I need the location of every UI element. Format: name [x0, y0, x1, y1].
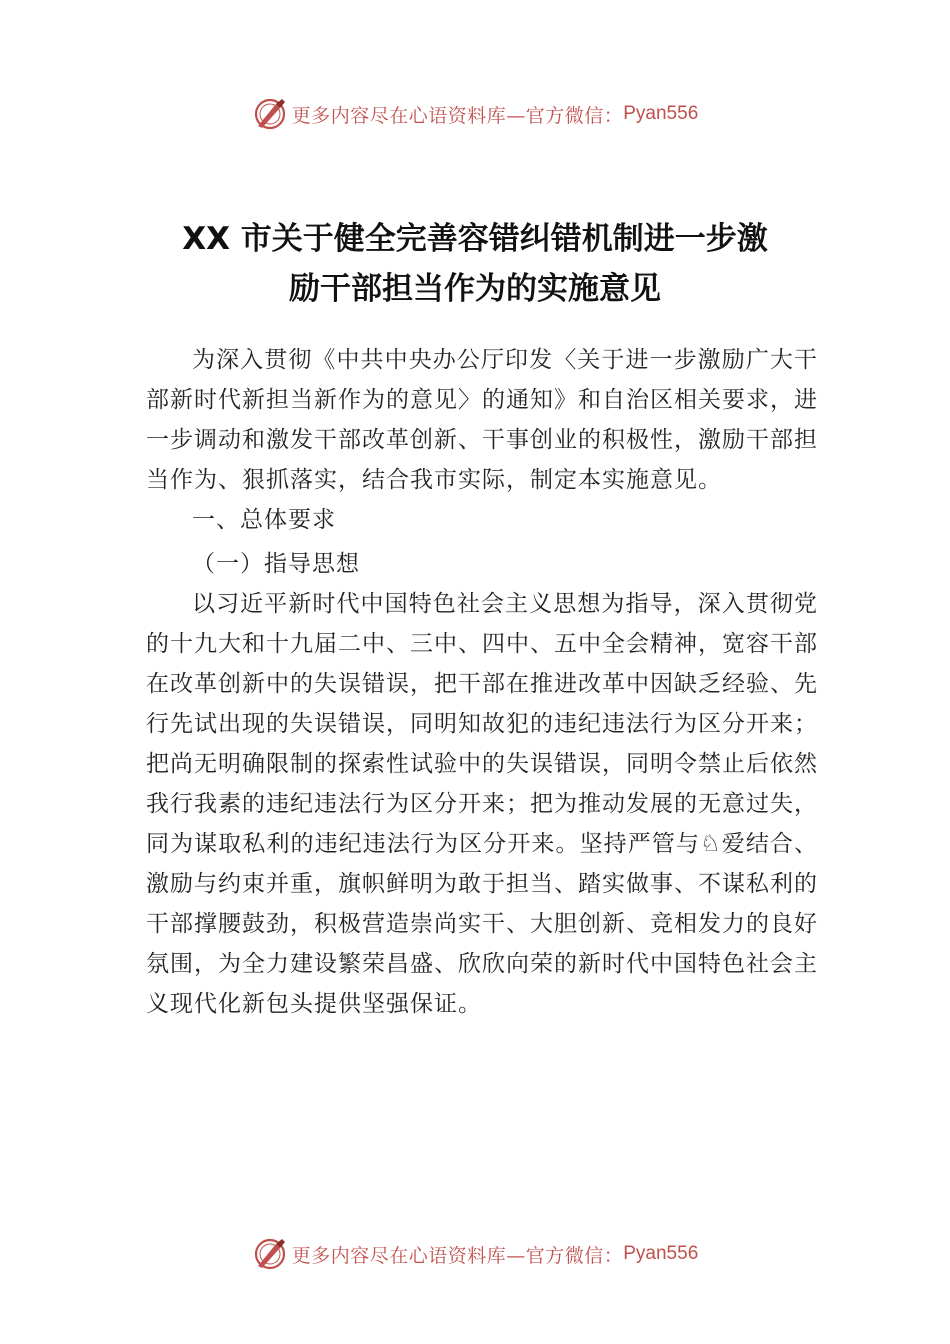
title-line-1: XX 市关于健全完善容错纠错机制进一步激	[182, 221, 768, 257]
footer-watermark	[0, 1234, 950, 1274]
watermark-text: 更多内容尽在心语资料库—官方微信：	[291, 1244, 624, 1267]
document-title	[120, 214, 830, 314]
subsection-heading: （一）指导思想	[192, 551, 360, 577]
header-watermark	[0, 94, 950, 134]
document-body	[146, 340, 818, 1024]
section-heading: 一、总体要求	[192, 507, 336, 533]
pen-logo-icon	[252, 1236, 288, 1272]
watermark-handle: Pyan556	[623, 1243, 699, 1264]
pen-logo-icon	[252, 96, 288, 132]
watermark-text: 更多内容尽在心语资料库—官方微信：	[291, 104, 624, 127]
subsection-paragraph: 以习近平新时代中国特色社会主义思想为指导，深入贯彻党的十九大和十九届二中、三中、四中、五中全会精神，宽容干部在改革创新中的失误错误，把干部在推进改革中因缺乏经验、先行先试出现的失误错误，同明知故犯的违纪违法行为区分开来；把尚无明确限制的探索性试验中的失误错误，同明令禁止后依然我行我素的违纪违法行为区分开来；把为推动发展的无意过失，同为谋取私利的违纪违法行为区分开来。坚持严管与♘爱结合、激励与约束并重，旗帜鲜明为敢于担当、踏实做事、不谋私利的干部撑腰鼓劲，积极营造崇尚实干、大胆创新、竞相发力的良好氛围，为全力建设繁荣昌盛、欣欣向荣的新时代中国特色社会主义现代化新包头提供坚强保证。	[146, 591, 818, 1017]
intro-paragraph: 为深入贯彻《中共中央办公厅印发〈关于进一步激励广大干部新时代新担当新作为的意见〉的通知》和自治区相关要求，进一步调动和激发干部改革创新、干事创业的积极性，激励干部担当作为、狠抓落实，结合我市实际，制定本实施意见。	[146, 347, 818, 493]
title-line-2: 励干部担当作为的实施意见	[289, 271, 661, 307]
watermark-handle: Pyan556	[623, 103, 699, 124]
